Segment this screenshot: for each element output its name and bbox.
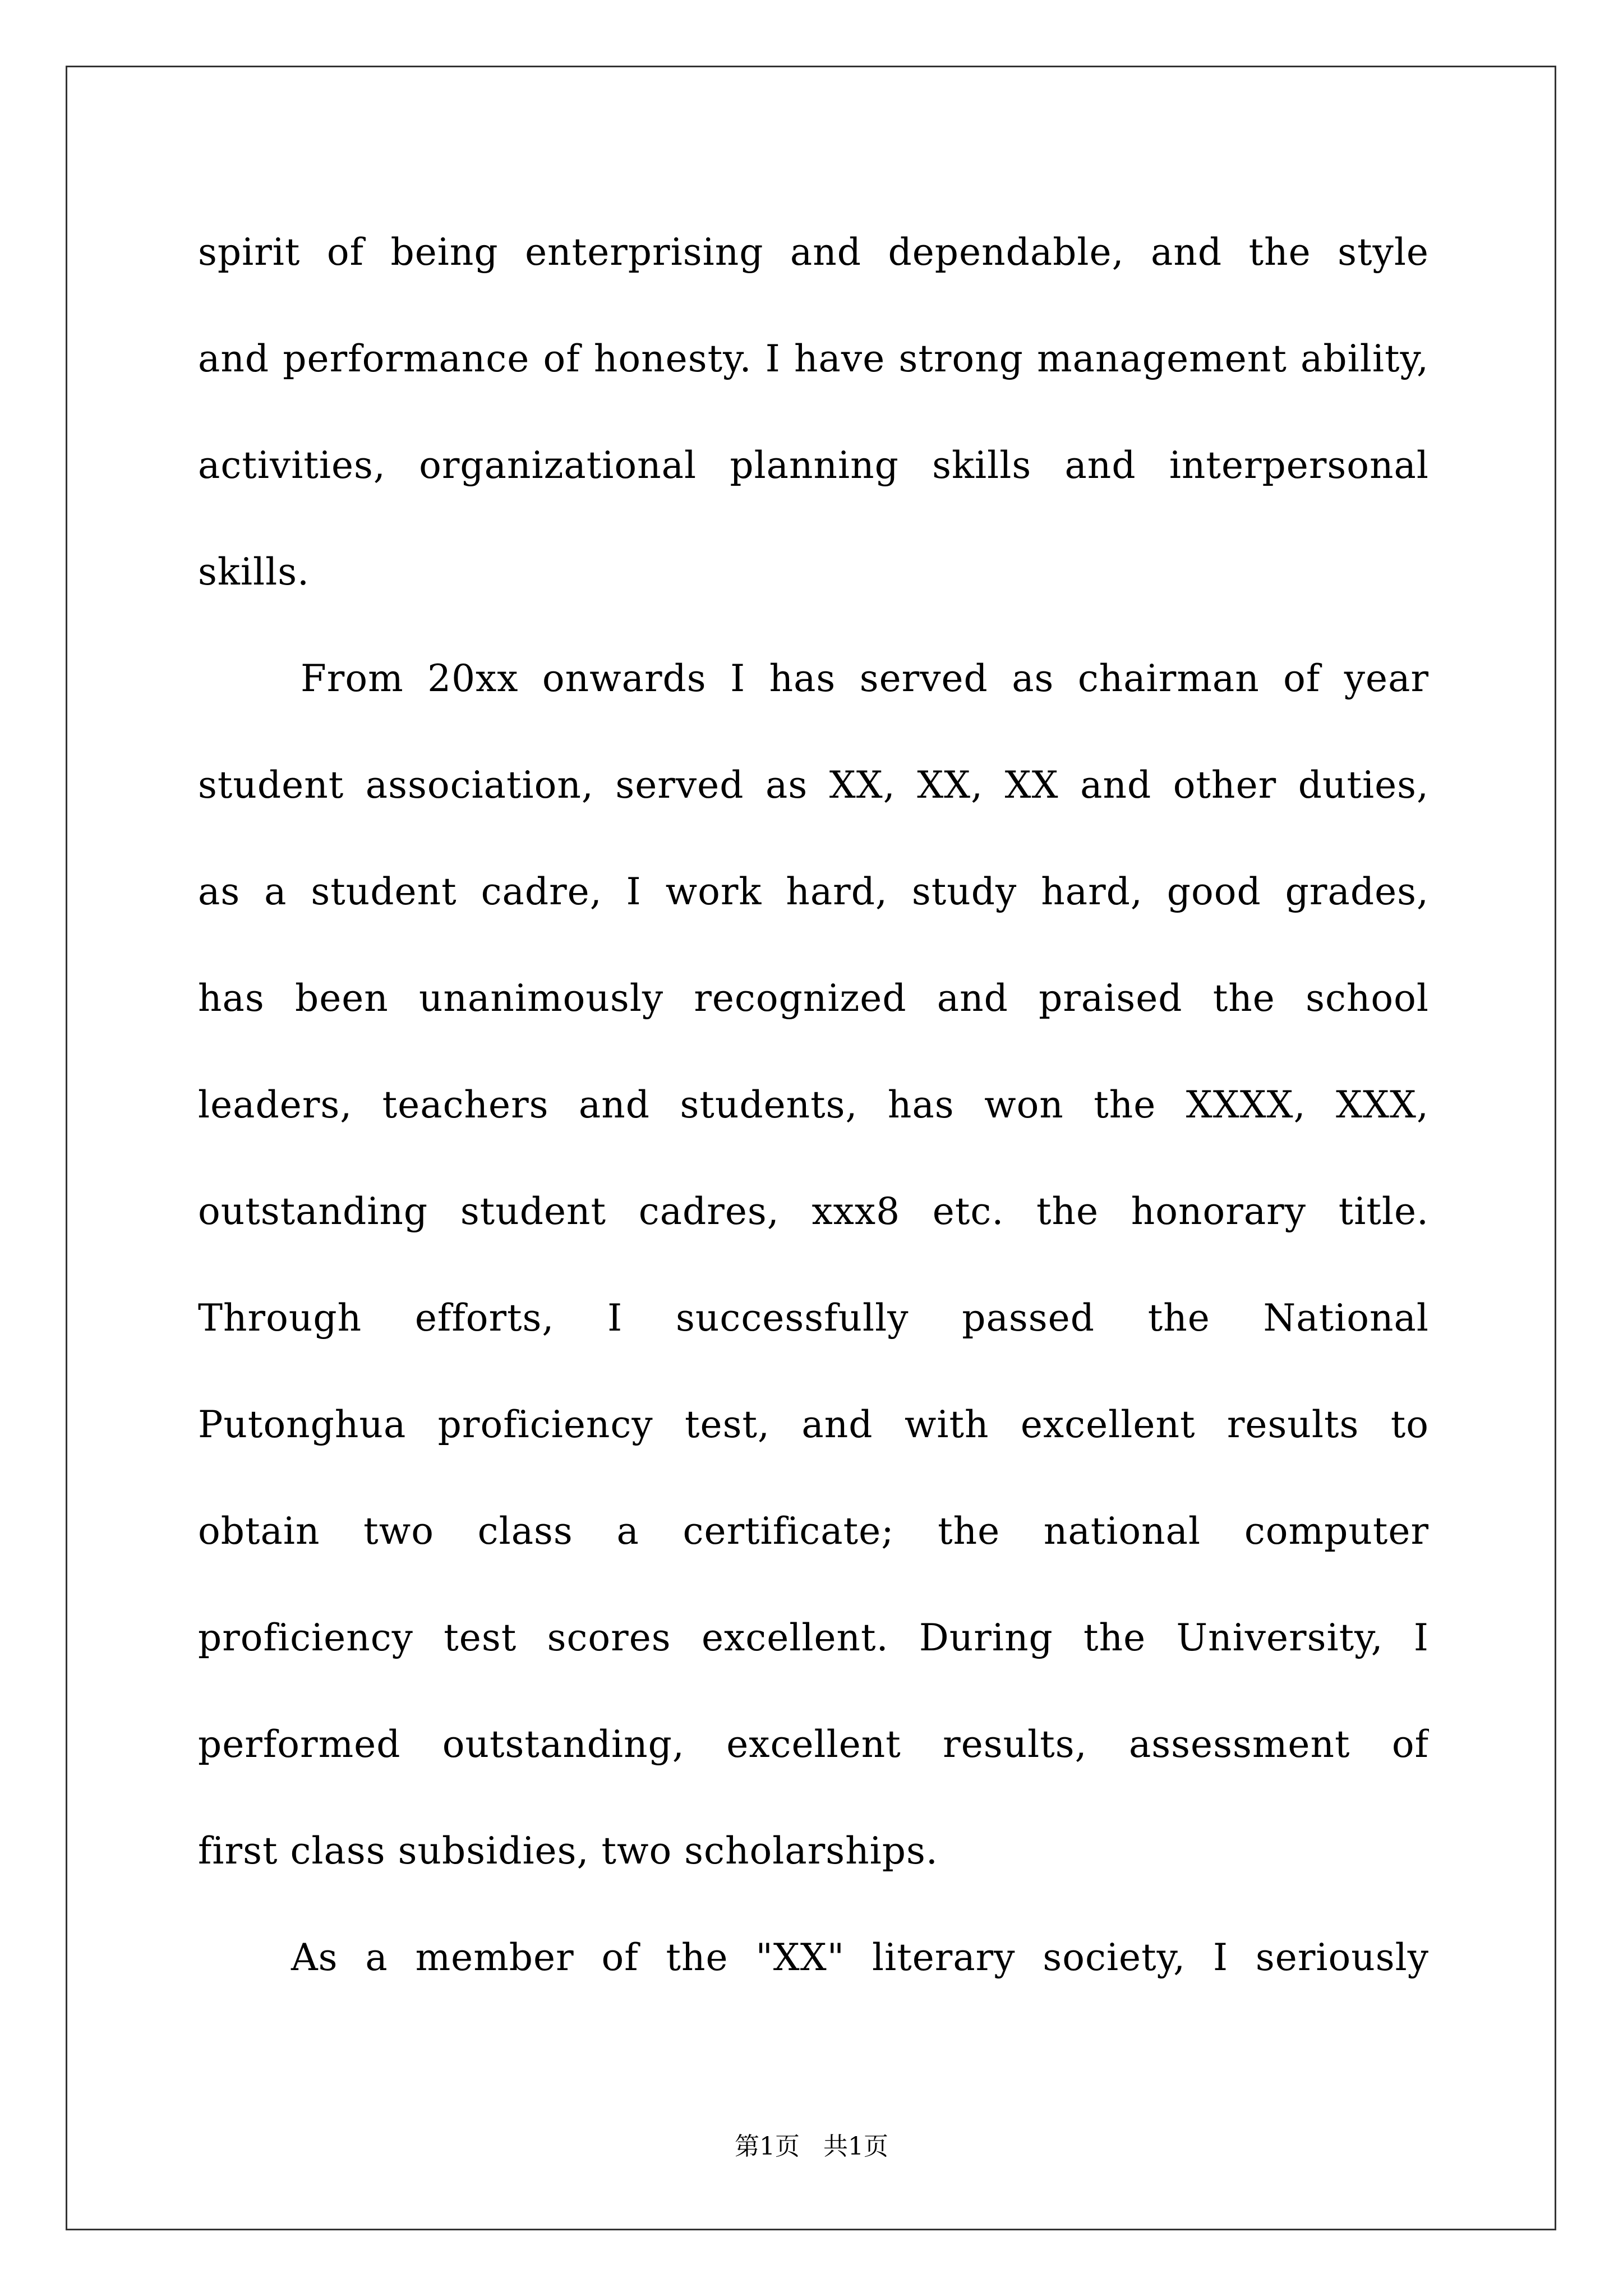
text-line: as a student cadre, I work hard, study hard, good grades, [198, 870, 1429, 913]
page-footer: 第1页 共1页 [735, 2132, 888, 2161]
text-line: obtain two class a certificate; the national computer [198, 1510, 1429, 1553]
text-line: has been unanimously recognized and praised the school [198, 977, 1429, 1020]
text-line: As a member of the "XX" literary society, I seriously [291, 1936, 1429, 1979]
text-line: and performance of honesty. I have strong management ability, [198, 337, 1429, 380]
text-line: skills. [198, 550, 310, 593]
text-line: student association, served as XX, XX, XX and other duties, [198, 763, 1429, 807]
document-body [198, 216, 1429, 2028]
text-line: leaders, teachers and students, has won the XXXX, XXX, [198, 1083, 1429, 1126]
text-line: first class subsidies, two scholarships. [198, 1829, 938, 1872]
text-line: From 20xx onwards I has served as chairman of year [301, 657, 1429, 700]
text-line: activities, organizational planning skills and interpersonal [198, 444, 1429, 487]
text-line: spirit of being enterprising and dependable, and the style [198, 231, 1429, 274]
text-line: Putonghua proficiency test, and with excellent results to [198, 1403, 1429, 1446]
text-line: outstanding student cadres, xxx8 etc. the honorary title. [198, 1190, 1429, 1233]
text-line: Through efforts, I successfully passed the National [198, 1296, 1429, 1340]
text-line: proficiency test scores excellent. During the University, I [198, 1616, 1429, 1659]
text-line: performed outstanding, excellent results, assessment of [198, 1723, 1429, 1766]
